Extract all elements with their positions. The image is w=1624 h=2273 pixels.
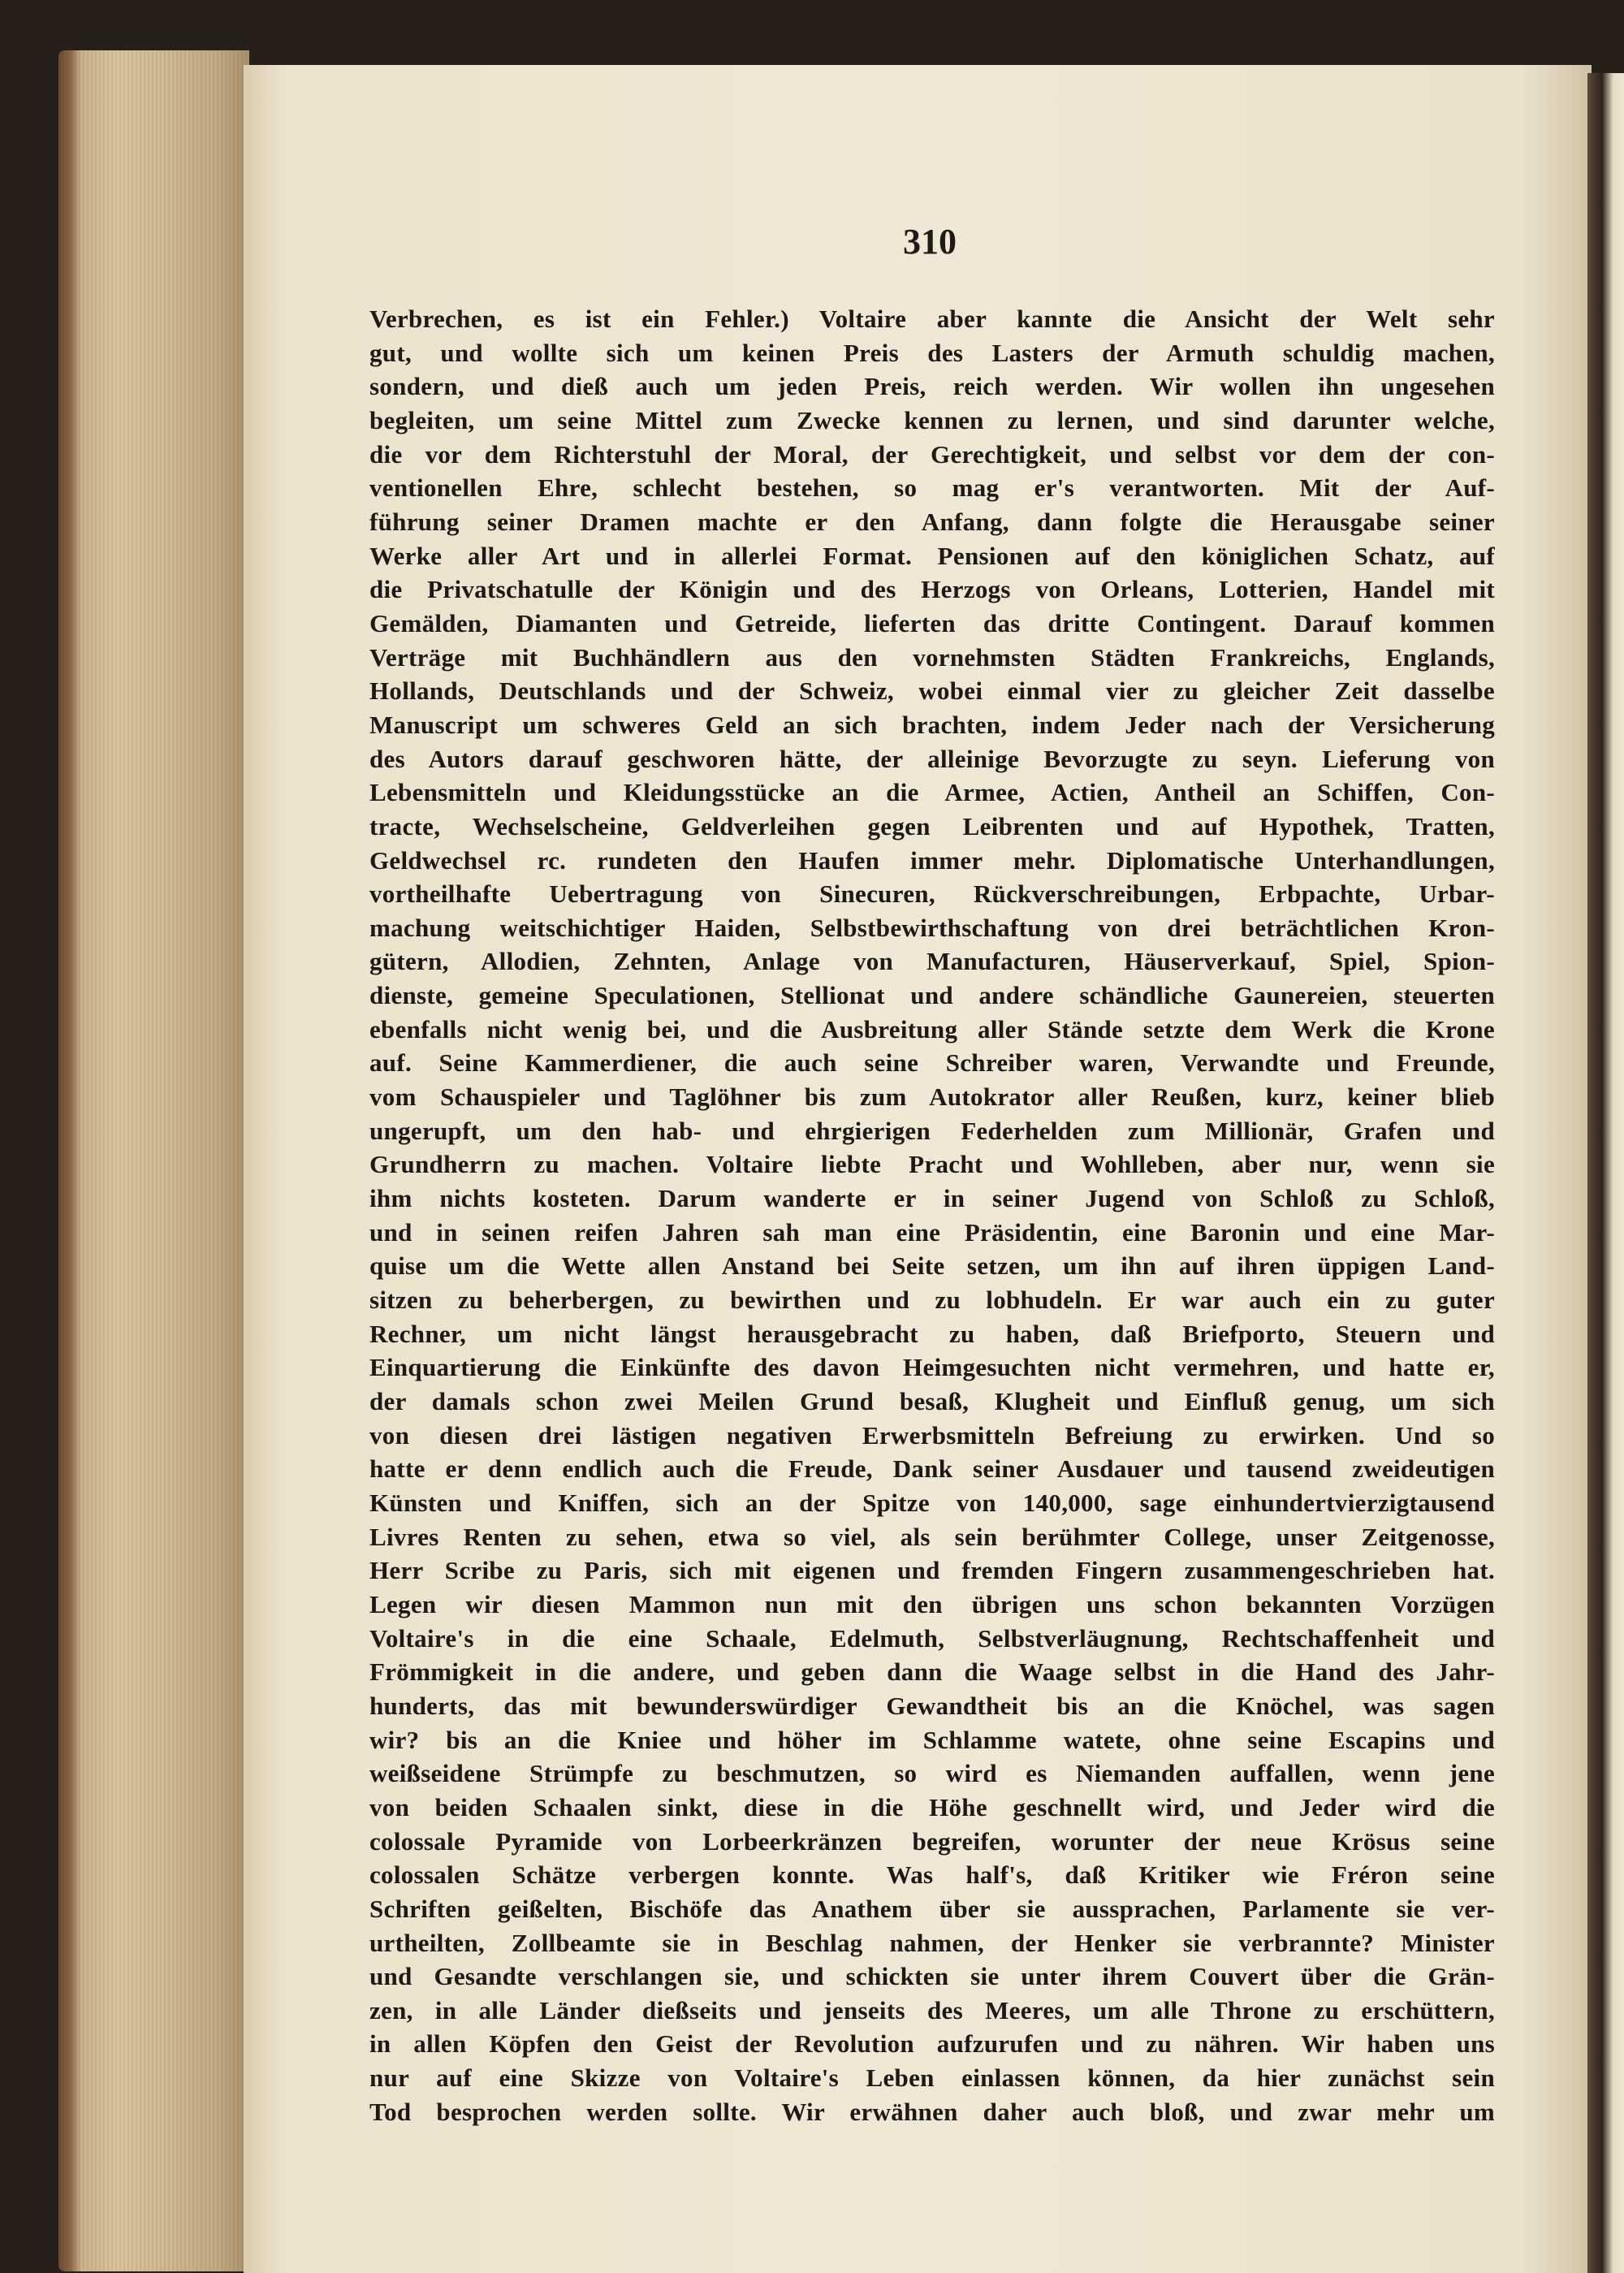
text-line: zen, in alle Länder dießseits und jenseits des Meeres, um alle Throne zu erschüttern, <box>369 1995 1495 2025</box>
text-line: gut, und wollte sich um keinen Preis des Lasters der Armuth schuldig machen, <box>369 338 1495 367</box>
text-line: Verträge mit Buchhändlern aus den vornehmsten Städten Frankreichs, Englands, <box>369 642 1495 672</box>
text-line: quise um die Wette allen Anstand bei Seite setzen, um ihn auf ihren üppigen Land- <box>369 1251 1495 1281</box>
text-line: ungerupft, um den hab- und ehrgierigen Federhelden zum Millionär, Grafen und <box>369 1116 1495 1145</box>
text-line: tracte, Wechselscheine, Geldverleihen gegen Leibrenten und auf Hypothek, Tratten, <box>369 811 1495 840</box>
text-line: Grundherrn zu machen. Voltaire liebte Pracht und Wohlleben, aber nur, wenn sie <box>369 1150 1495 1179</box>
text-line: von beiden Schaalen sinkt, diese in die Höhe geschnellt wird, und Jeder wird die <box>369 1792 1495 1821</box>
text-line: Voltaire's in die eine Schaale, Edelmuth, Selbstverläugnung, Rechtschaffenheit und <box>369 1623 1495 1653</box>
text-line: ihm nichts kosteten. Darum wanderte er in seiner Jugend von Schloß zu Schloß, <box>369 1184 1495 1213</box>
facing-page-edge <box>1587 73 1624 2273</box>
text-line: colossalen Schätze verbergen konnte. Was half's, daß Kritiker wie Fréron seine <box>369 1860 1495 1890</box>
text-line: Livres Renten zu sehen, etwa so viel, als sein berühmter College, unser Zeitgenosse, <box>369 1522 1495 1551</box>
text-line: Legen wir diesen Mammon nun mit den übrigen uns schon bekannten Vorzügen <box>369 1589 1495 1618</box>
text-line: von diesen drei lästigen negativen Erwerbsmitteln Befreiung zu erwirken. Und so <box>369 1420 1495 1450</box>
text-line: hatte er denn endlich auch die Freude, Dank seiner Ausdauer und tausend zweideutigen <box>369 1454 1495 1484</box>
text-line: ebenfalls nicht wenig bei, und die Ausbreitung aller Stände setzte dem Werk die Krone <box>369 1014 1495 1044</box>
text-line: begleiten, um seine Mittel zum Zwecke kennen zu lernen, und sind darunter welche, <box>369 405 1495 434</box>
text-line: wir? bis an die Kniee und höher im Schlamme watete, ohne seine Escapins und <box>369 1725 1495 1754</box>
text-line: auf. Seine Kammerdiener, die auch seine Schreiber waren, Verwandte und Freunde, <box>369 1048 1495 1078</box>
text-line: Manuscript um schweres Geld an sich brachten, indem Jeder nach der Versicherung <box>369 710 1495 739</box>
text-line: hunderts, das mit bewunderswürdiger Gewandtheit bis an die Knöchel, was sagen <box>369 1691 1495 1720</box>
text-line: machung weitschichtiger Haiden, Selbstbewirthschaftung von drei beträchtlichen Kron- <box>369 913 1495 942</box>
text-line: Tod besprochen werden sollte. Wir erwähnen daher auch bloß, und zwar mehr um <box>369 2097 1495 2126</box>
text-line: Schriften geißelten, Bischöfe das Anathem über sie aussprachen, Parlamente sie ver- <box>369 1894 1495 1923</box>
body-text <box>369 302 1495 2128</box>
text-line: Geldwechsel rc. rundeten den Haufen immer mehr. Diplomatische Unterhandlungen, <box>369 845 1495 875</box>
text-line: sitzen zu beherbergen, zu bewirthen und zu lobhudeln. Er war auch ein zu guter <box>369 1286 1495 1315</box>
text-line: die Privatschatulle der Königin und des Herzogs von Orleans, Lotterien, Handel mit <box>369 575 1495 604</box>
text-line: vom Schauspieler und Taglöhner bis zum Autokrator aller Reußen, kurz, keiner blieb <box>369 1082 1495 1112</box>
text-line: die vor dem Richterstuhl der Moral, der Gerechtigkeit, und selbst vor dem der con- <box>369 439 1495 469</box>
text-line: dienste, gemeine Speculationen, Stellionat und andere schändliche Gaunereien, steuerten <box>369 981 1495 1010</box>
text-line: gütern, Allodien, Zehnten, Anlage von Manufacturen, Häuserverkauf, Spiel, Spion- <box>369 947 1495 976</box>
text-line: Herr Scribe zu Paris, sich mit eigenen und fremden Fingern zusammengeschrieben hat. <box>369 1556 1495 1585</box>
text-line: und in seinen reifen Jahren sah man eine Präsidentin, eine Baronin und eine Mar- <box>369 1217 1495 1247</box>
text-line: des Autors darauf geschworen hätte, der alleinige Bevorzugte zu seyn. Lieferung von <box>369 744 1495 773</box>
book-page-edges <box>58 50 249 2271</box>
text-line: in allen Köpfen den Geist der Revolution aufzurufen und zu nähren. Wir haben uns <box>369 2029 1495 2059</box>
text-line: Einquartierung die Einkünfte des davon Heimgesuchten nicht vermehren, und hatte er, <box>369 1353 1495 1382</box>
text-line: Verbrechen, es ist ein Fehler.) Voltaire aber kannte die Ansicht der Welt sehr <box>369 305 1495 333</box>
text-line: nur auf eine Skizze von Voltaire's Leben einlassen können, da hier zunächst sein <box>369 2063 1495 2093</box>
text-line: Gemälden, Diamanten und Getreide, lieferten das dritte Contingent. Darauf kommen <box>369 608 1495 637</box>
text-line: und Gesandte verschlangen sie, und schickten sie unter ihrem Couvert über die Grän- <box>369 1962 1495 1991</box>
text-line: Rechner, um nicht längst herausgebracht zu haben, daß Briefporto, Steuern und <box>369 1319 1495 1348</box>
text-line: colossale Pyramide von Lorbeerkränzen begreifen, worunter der neue Krösus seine <box>369 1826 1495 1856</box>
page-number: 310 <box>903 222 957 261</box>
text-line: sondern, und dieß auch um jeden Preis, reich werden. Wir wollen ihn ungesehen <box>369 372 1495 401</box>
text-line: ventionellen Ehre, schlecht bestehen, so mag er's verantworten. Mit der Auf- <box>369 473 1495 503</box>
text-line: vortheilhafte Uebertragung von Sinecuren, Rückverschreibungen, Erbpachte, Urbar- <box>369 879 1495 909</box>
text-line: Künsten und Kniffen, sich an der Spitze von 140,000, sage einhundertvierzigtausend <box>369 1488 1495 1517</box>
text-line: Werke aller Art und in allerlei Format. Pensionen auf den königlichen Schatz, auf <box>369 541 1495 570</box>
text-line: urtheilten, Zollbeamte sie in Beschlag nahmen, der Henker sie verbrannte? Minister <box>369 1928 1495 1957</box>
text-line: Lebensmitteln und Kleidungsstücke an die Armee, Actien, Antheil an Schiffen, Con- <box>369 778 1495 807</box>
text-line: Frömmigkeit in die andere, und geben dann die Waage selbst in die Hand des Jahr- <box>369 1657 1495 1687</box>
text-line: führung seiner Dramen machte er den Anfang, dann folgte die Herausgabe seiner <box>369 507 1495 536</box>
text-line: Hollands, Deutschlands und der Schweiz, wobei einmal vier zu gleicher Zeit dasselbe <box>369 676 1495 706</box>
text-line: weißseidene Strümpfe zu beschmutzen, so wird es Niemanden auffallen, wenn jene <box>369 1759 1495 1788</box>
text-line: der damals schon zwei Meilen Grund besaß, Klugheit und Einfluß genug, um sich <box>369 1387 1495 1415</box>
